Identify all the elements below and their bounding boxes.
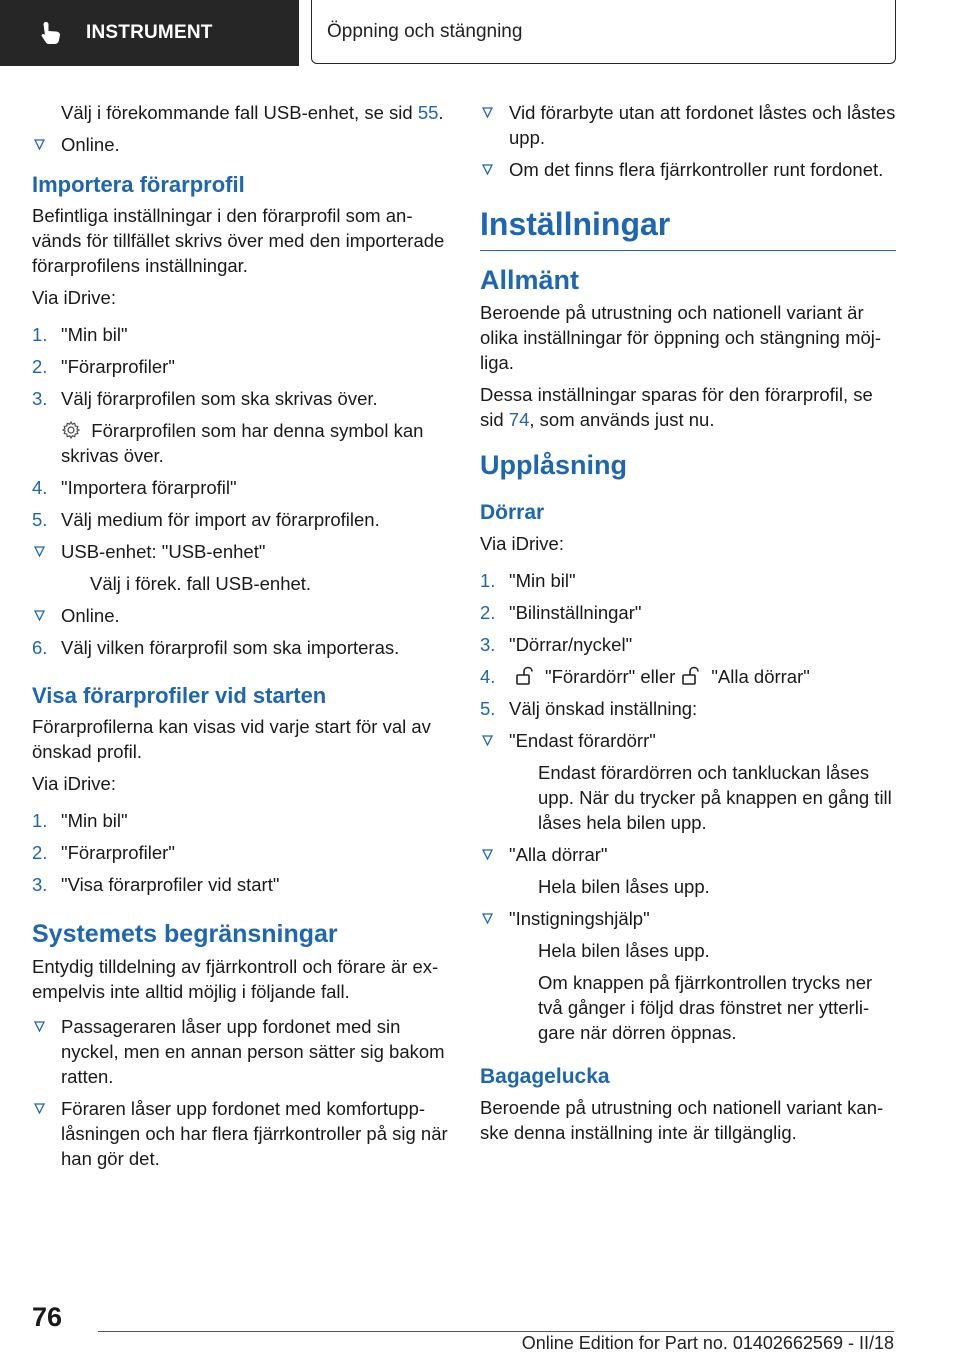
- list-item: 6. Välj vilken förarprofil som ska importeras.: [32, 637, 400, 658]
- list-item: Online.: [32, 603, 450, 628]
- via-label: Via iDrive:: [32, 773, 116, 794]
- triangle-bullet-icon: [482, 913, 493, 924]
- option-description: Om knappen på fjärrkontrollen trycks ner två gånger i följd dras fönstret ner ytterligare när dörren öppnas.: [538, 972, 873, 1043]
- list-item: 1. "Min bil": [32, 810, 128, 831]
- triangle-bullet-icon: [34, 139, 45, 150]
- list-item: Om det finns flera fjärrkontroller runt fordonet.: [480, 157, 896, 182]
- paragraph: Beroende på utrustning och nationell variant kanske denna inställning inte är tillgänglig.: [480, 1097, 884, 1143]
- list-item: "Endast förardörr": [480, 728, 896, 753]
- numbered-list: [480, 568, 896, 721]
- numbered-list: [32, 475, 450, 532]
- option-description: Hela bilen låses upp.: [538, 876, 710, 897]
- page-header: [0, 0, 960, 66]
- list-item: Föraren låser upp fordonet med komfortupplåsningen och har flera fjärrkontroller på sig när han gör det.: [32, 1096, 450, 1171]
- list-item: 3. Välj förarprofilen som ska skrivas över.: [32, 388, 378, 409]
- list-item: Online.: [32, 132, 450, 157]
- bullet-list: [480, 842, 896, 867]
- page-link[interactable]: 74: [508, 409, 530, 430]
- list-item: 1. "Min bil": [32, 324, 128, 345]
- chapter-title: Öppning och stängning: [327, 20, 523, 42]
- triangle-bullet-icon: [34, 546, 45, 557]
- list-item: Vid förarbyte utan att fordonet låstes och låstes upp.: [480, 100, 896, 150]
- paragraph: Dessa inställningar sparas för den förarprofil, se sid 74, som används just nu.: [480, 384, 873, 430]
- numbered-list: [32, 808, 450, 897]
- triangle-bullet-icon: [34, 1103, 45, 1114]
- bullet-list: [32, 603, 450, 628]
- section-title: INSTRUMENT: [86, 22, 213, 43]
- unlocked-padlock-icon: [515, 666, 537, 686]
- paragraph: Beroende på utrustning och nationell variant är olika inställningar för öppning och stängning möjliga.: [480, 302, 882, 373]
- list-item: "Alla dörrar": [480, 842, 896, 867]
- bullet-list: [32, 1014, 450, 1171]
- bullet-list: [32, 539, 450, 564]
- continued-text: Välj i förekommande fall USB-enhet, se sid 55.: [61, 102, 444, 123]
- option-description: Endast förardörren och tankluckan låses upp. När du trycker på knappen en gång till låses hela bilen upp.: [538, 762, 892, 833]
- chapter-tab: [311, 0, 896, 64]
- list-item: 5. Välj medium för import av förarprofilen.: [32, 509, 380, 530]
- page-link[interactable]: 55: [417, 102, 439, 123]
- numbered-list: [32, 322, 450, 411]
- section-heading: Upplåsning: [480, 450, 627, 480]
- bullet-list: [32, 132, 450, 157]
- section-heading: Systemets begränsningar: [32, 920, 338, 948]
- list-item: 3. "Dörrar/nyckel": [480, 634, 633, 655]
- subsection-heading: Bagagelucka: [480, 1065, 610, 1088]
- section-tab: [0, 0, 299, 66]
- list-item: Passageraren låser upp fordonet med sin nyckel, men en annan person sätter sig bakom ratten.: [32, 1014, 450, 1089]
- via-label: Via iDrive:: [480, 533, 564, 554]
- section-heading: Visa förarprofiler vid starten: [32, 683, 327, 708]
- via-label: Via iDrive:: [32, 287, 116, 308]
- triangle-bullet-icon: [34, 610, 45, 621]
- list-item: 4. "Importera förarprofil": [32, 477, 237, 498]
- list-item: 1. "Min bil": [480, 570, 576, 591]
- gear-icon: [61, 420, 81, 440]
- list-item: 3. "Visa förarprofiler vid start": [32, 874, 280, 895]
- section-heading: Importera förarprofil: [32, 172, 245, 197]
- numbered-list: [32, 635, 450, 660]
- paragraph: Förarprofilerna kan visas vid varje start för val av önskad profil.: [32, 716, 431, 762]
- pointing-hand-icon: [38, 20, 64, 46]
- triangle-bullet-icon: [482, 849, 493, 860]
- bullet-list: [480, 728, 896, 753]
- list-item: 2. "Förarprofiler": [32, 842, 175, 863]
- footer-divider: [98, 1331, 894, 1332]
- chapter-heading: Inställningar: [480, 204, 896, 251]
- triangle-bullet-icon: [482, 735, 493, 746]
- bullet-list: [480, 906, 896, 931]
- list-item: 5. Välj önskad inställning:: [480, 698, 698, 719]
- list-item: 4. "Förardörr" eller "Alla dörrar": [480, 666, 810, 687]
- left-column: [32, 100, 450, 1178]
- symbol-note: Förarprofilen som har denna symbol kan skrivas över.: [61, 420, 424, 466]
- triangle-bullet-icon: [34, 1021, 45, 1032]
- page-number: 76: [32, 1302, 63, 1332]
- triangle-bullet-icon: [482, 164, 493, 175]
- triangle-bullet-icon: [482, 107, 493, 118]
- unlocked-padlock-icon: [681, 666, 703, 686]
- list-item: 2. "Förarprofiler": [32, 356, 175, 377]
- subsection-heading: Dörrar: [480, 501, 545, 524]
- list-item: USB-enhet: "USB-enhet": [32, 539, 450, 564]
- right-column: [480, 100, 896, 1152]
- sub-note: Välj i förek. fall USB-enhet.: [90, 573, 312, 594]
- paragraph: Entydig tilldelning av fjärrkontroll och förare är exempelvis inte alltid möjlig i följande fall.: [32, 956, 439, 1002]
- list-item: 2. "Bilinställningar": [480, 602, 642, 623]
- list-item: "Instigningshjälp": [480, 906, 896, 931]
- paragraph: Befintliga inställningar i den förarprofil som används för tillfället skrivs över med den importerade förarprofilens inställningar.: [32, 205, 445, 276]
- bullet-list: [480, 100, 896, 182]
- section-heading: Allmänt: [480, 265, 580, 295]
- option-description: Hela bilen låses upp.: [538, 940, 710, 961]
- edition-footer: Online Edition for Part no. 01402662569 - II/18: [521, 1333, 894, 1353]
